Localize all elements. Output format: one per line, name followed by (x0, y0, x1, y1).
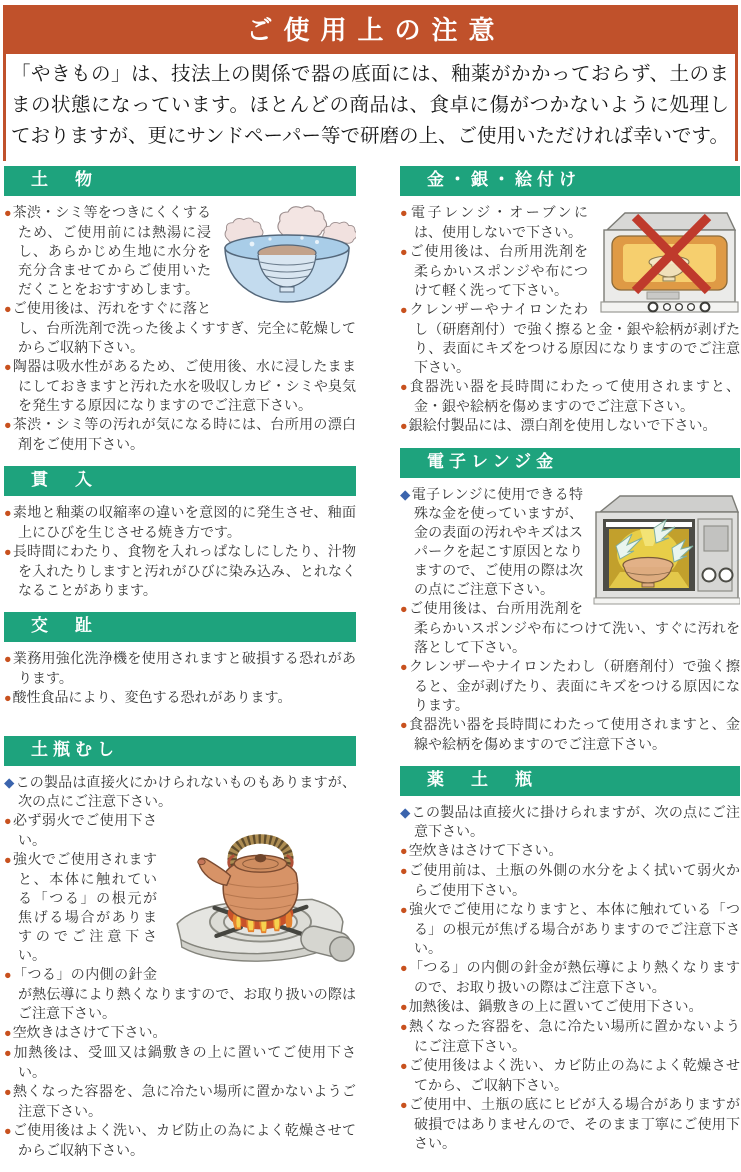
circle-bullet-icon: ● (4, 360, 12, 374)
notice-text: 「つる」の内側の針金が熱伝導により熱くなりますので、お取り扱いの際はご注意下さい。 (408, 959, 740, 995)
notice-item (400, 715, 740, 754)
circle-bullet-icon: ● (400, 864, 408, 878)
section-tsuchimono (4, 166, 356, 454)
notice-item (4, 357, 356, 415)
circle-bullet-icon: ● (400, 245, 409, 259)
notice-text: 熱くなった容器を、急に冷たい場所に置かないようにご注意下さい。 (408, 1018, 740, 1054)
notice-item (400, 803, 740, 841)
notice-item (4, 1043, 356, 1082)
section-dobinmushi (4, 736, 356, 1160)
circle-bullet-icon: ● (400, 206, 411, 220)
circle-bullet-icon: ● (400, 718, 408, 732)
notice-item (400, 657, 740, 715)
circle-bullet-icon: ● (4, 1124, 12, 1138)
notice-item (400, 900, 740, 958)
notice-item (400, 1056, 740, 1095)
circle-bullet-icon: ● (4, 814, 12, 828)
circle-bullet-icon: ● (400, 1020, 408, 1034)
circle-bullet-icon: ● (4, 545, 12, 559)
notice-item (400, 958, 740, 997)
notice-text: 加熱後は、鍋敷きの上に置いてご使用下さい。 (408, 998, 703, 1014)
notice-list (4, 773, 356, 811)
circle-bullet-icon: ● (400, 844, 408, 858)
notice-text: 加熱後は、受皿又は鍋敷きの上に置いてご使用下さい。 (13, 1044, 356, 1080)
notice-text: 酸性食品により、変色する恐れがあります。 (12, 689, 292, 705)
circle-bullet-icon: ● (400, 380, 409, 394)
notice-text: 食器洗い器を長時間にわたって使用されますと、金・銀や絵柄を傷めますのでご注意下さい。 (409, 378, 740, 414)
teapot-on-stove-illustration (164, 812, 356, 968)
notice-list (4, 649, 356, 708)
notice-item (4, 688, 356, 708)
notice-text: この製品は直接火にかけられないものもありますが、次の点にご注意下さい。 (15, 774, 356, 809)
circle-bullet-icon: ● (4, 1085, 12, 1099)
notice-item (4, 965, 356, 1023)
notice-text: 「つる」の内側の針金が熱伝導により熱くなりますので、お取り扱いの際はご注意下さい。 (13, 966, 356, 1021)
diamond-bullet-icon: ◆ (400, 805, 411, 820)
notice-item (4, 415, 356, 454)
notice-item (4, 649, 356, 688)
circle-bullet-icon: ● (400, 1098, 408, 1112)
circle-bullet-icon: ● (4, 652, 12, 666)
notice-item (4, 773, 356, 811)
circle-bullet-icon: ● (400, 660, 409, 674)
circle-bullet-icon: ● (4, 418, 12, 432)
notice-text: 強火でご使用されますと、本体に触れている「つる」の根元が焦げる場合がありますのでご注意下さい。 (13, 851, 157, 963)
notice-item (400, 861, 740, 900)
notice-item (400, 1095, 740, 1153)
notice-item (400, 416, 740, 436)
notice-text: ご使用後はよく洗い、カビ防止の為によく乾燥させてからご収納下さい。 (12, 1122, 357, 1158)
circle-bullet-icon: ● (4, 1046, 13, 1060)
notice-item (400, 377, 740, 416)
notice-text: 熱くなった容器を、急に冷たい場所に置かないようご注意下さい。 (12, 1083, 357, 1119)
notice-text: 銀絵付製品には、漂白剤を使用しないで下さい。 (408, 417, 717, 433)
microwave-sparks-illustration (590, 486, 740, 606)
steaming-bowl-illustration (218, 204, 356, 308)
circle-bullet-icon: ● (4, 206, 12, 220)
diamond-bullet-icon: ◆ (400, 487, 411, 502)
circle-bullet-icon: ● (400, 303, 409, 317)
circle-bullet-icon: ● (4, 302, 12, 316)
section-denshirenji-kin (400, 448, 740, 754)
notice-text: 素地と釉薬の収縮率の違いを意図的に発生させ、釉面上にひびを生じさせる焼き方です。 (12, 504, 356, 540)
notice-text: 空炊きはさけて下さい。 (408, 842, 563, 858)
notice-text: 茶渋・シミ等をつきにくくするため、ご使用前には熱湯に浸し、あらかじめ生地に水分を充分含ませてからご使用いただくことをおすすめします。 (12, 204, 211, 297)
circle-bullet-icon: ● (400, 602, 409, 616)
section-heading: 交 趾 (4, 612, 356, 642)
circle-bullet-icon: ● (4, 1026, 12, 1040)
section-kin-gin-etsuke (400, 166, 740, 436)
notice-text: 電子レンジに使用できる特殊な金を使っていますが、金の表面の汚れやキズはスパークを起こす原因となりますので、ご使用の際は次の点にご注意下さい。 (411, 486, 583, 597)
notice-text: ご使用前は、土瓶の外側の水分をよく拭いて弱火からご使用下さい。 (408, 862, 740, 898)
notice-text: 茶渋・シミ等の汚れが気になる時には、台所用の漂白剤をご使用下さい。 (12, 416, 357, 452)
notice-text: ご使用中、土瓶の底にヒビが入る場合がありますが破損ではありませんので、そのまま丁寧にご使用下さい。 (408, 1096, 740, 1151)
notice-text: クレンザーやナイロンたわし（研磨剤付）で強く擦ると、金が剥げたり、表面にキズをつける原因になります。 (409, 658, 740, 713)
notice-item (4, 1023, 356, 1043)
notice-text: 業務用強化洗浄機を使用されますと破損する恐れがあります。 (12, 650, 357, 686)
notice-text: 空炊きはさけて下さい。 (12, 1024, 167, 1040)
notice-item (400, 599, 740, 657)
notice-item (4, 503, 356, 542)
section-heading: 貫 入 (4, 466, 356, 496)
notice-text: 必ず弱火でご使用下さい。 (13, 812, 157, 848)
notice-text: 食器洗い器を長時間にわたって使用されますと、金線や絵柄を傷めますのでご注意下さい。 (408, 716, 740, 752)
section-heading: 薬 土 瓶 (400, 766, 740, 796)
section-kannyu (4, 466, 356, 600)
section-heading: 電子レンジ金 (400, 448, 740, 478)
notice-text: 陶器は吸水性があるため、ご使用後、水に浸したままにしておきますと汚れた水を吸収しカビ・シミや臭気を発生する原因になりますのでご注意下さい。 (12, 358, 356, 413)
intro-box (3, 54, 738, 161)
notice-text: 電子レンジ・オーブンには、使用しないで下さい。 (411, 204, 588, 240)
intro-paragraph: 「やきもの」は、技法上の関係で器の底面には、釉薬がかかっておらず、土のままの状態になっています。ほとんどの商品は、食卓に傷がつかないように処理しておりますが、更にサンドペーパー等で研磨の上、ご使用いただければ幸いです。 (11, 64, 729, 147)
section-heading: 土 物 (4, 166, 356, 196)
circle-bullet-icon: ● (400, 1000, 408, 1014)
section-heading: 土瓶むし (4, 736, 356, 766)
circle-bullet-icon: ● (4, 506, 12, 520)
notice-item (4, 542, 356, 600)
circle-bullet-icon: ● (4, 968, 12, 982)
notice-text: ご使用後はよく洗い、カビ防止の為によく乾燥させてから、ご収納下さい。 (408, 1057, 740, 1093)
page-title: ご使用上の注意 (3, 5, 738, 54)
notice-text: この製品は直接火に掛けられますが、次の点にご注意下さい。 (411, 804, 740, 839)
circle-bullet-icon: ● (400, 1059, 408, 1073)
left-column (4, 166, 356, 1172)
two-column-layout (3, 166, 738, 1172)
notice-list (400, 803, 740, 1153)
section-heading: 金・銀・絵付け (400, 166, 740, 196)
notice-text: 長時間にわたり、食物を入れっぱなしにしたり、汁物を入れたりしますと汚れがひびに染み込み、とれなくなることがあります。 (12, 543, 357, 598)
section-kochi (4, 612, 356, 708)
diamond-bullet-icon: ◆ (4, 775, 15, 790)
circle-bullet-icon: ● (400, 903, 408, 917)
toaster-oven-crossed-illustration (595, 204, 740, 316)
notice-item (400, 841, 740, 861)
right-column (400, 166, 740, 1172)
circle-bullet-icon: ● (400, 419, 408, 433)
notice-list (4, 503, 356, 600)
notice-item (4, 1082, 356, 1121)
circle-bullet-icon: ● (4, 853, 12, 867)
notice-item (400, 1017, 740, 1056)
notice-item (400, 997, 740, 1017)
circle-bullet-icon: ● (4, 691, 12, 705)
notice-item (4, 1121, 356, 1160)
notice-text: ご使用後は、台所用洗剤を柔らかいスポンジや布につけて洗い、すぐに汚れを落として下さい。 (409, 600, 740, 655)
notice-text: 強火でご使用になりますと、本体に触れている「つる」の根元が焦げる場合がありますのでご注意下さい。 (408, 901, 740, 956)
section-yakudobin (400, 766, 740, 1153)
notice-text: クレンザーやナイロンたわし（研磨剤付）で強く擦ると金・銀や絵柄が剥げたり、表面にキズをつける原因になりますのでご注意下さい。 (409, 301, 740, 375)
notice-text: ご使用後は、汚れをすぐに落とし、台所洗剤で洗った後よくすすぎ、完全に乾燥してからご収納下さい。 (12, 300, 356, 355)
notice-text: ご使用後は、台所用洗剤を柔らかいスポンジや布につけて軽く洗って下さい。 (409, 243, 588, 298)
circle-bullet-icon: ● (400, 961, 408, 975)
